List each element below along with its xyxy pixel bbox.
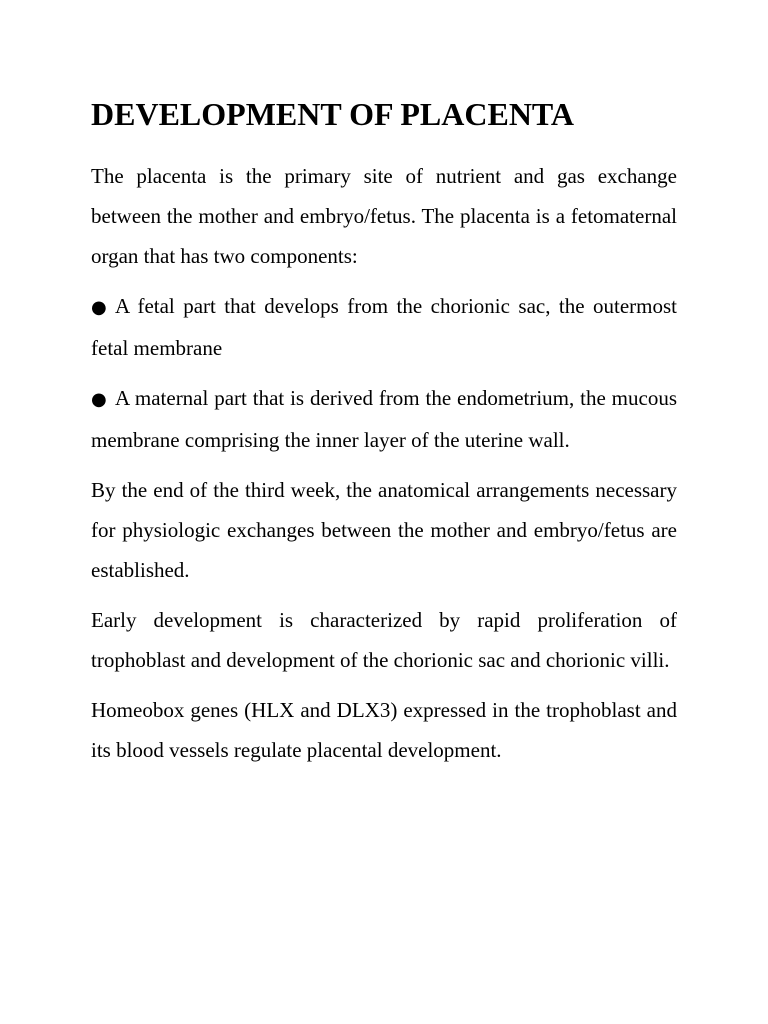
bullet-text: A maternal part that is derived from the endometrium, the mucous membrane comprising the inner layer of the uterine wall. bbox=[91, 386, 677, 452]
bullet-item-maternal-part bbox=[91, 378, 677, 460]
homeobox-paragraph: Homeobox genes (HLX and DLX3) expressed in the trophoblast and its blood vessels regulate placental development. bbox=[91, 698, 677, 762]
third-week-paragraph: By the end of the third week, the anatomical arrangements necessary for physiologic exchanges between the mother and embryo/fetus are established. bbox=[91, 478, 677, 582]
document-page bbox=[91, 92, 677, 780]
bullet-icon: ● bbox=[91, 389, 107, 410]
bullet-icon: ● bbox=[91, 297, 107, 318]
bullet-text: A fetal part that develops from the chorionic sac, the outermost fetal membrane bbox=[91, 294, 677, 360]
document-title: DEVELOPMENT OF PLACENTA bbox=[91, 96, 574, 132]
bullet-item-fetal-part bbox=[91, 286, 677, 368]
early-development-paragraph: Early development is characterized by rapid proliferation of trophoblast and development of the chorionic sac and chorionic villi. bbox=[91, 608, 677, 672]
intro-paragraph: The placenta is the primary site of nutrient and gas exchange between the mother and embryo/fetus. The placenta is a fetomaternal organ that has two components: bbox=[91, 164, 677, 268]
